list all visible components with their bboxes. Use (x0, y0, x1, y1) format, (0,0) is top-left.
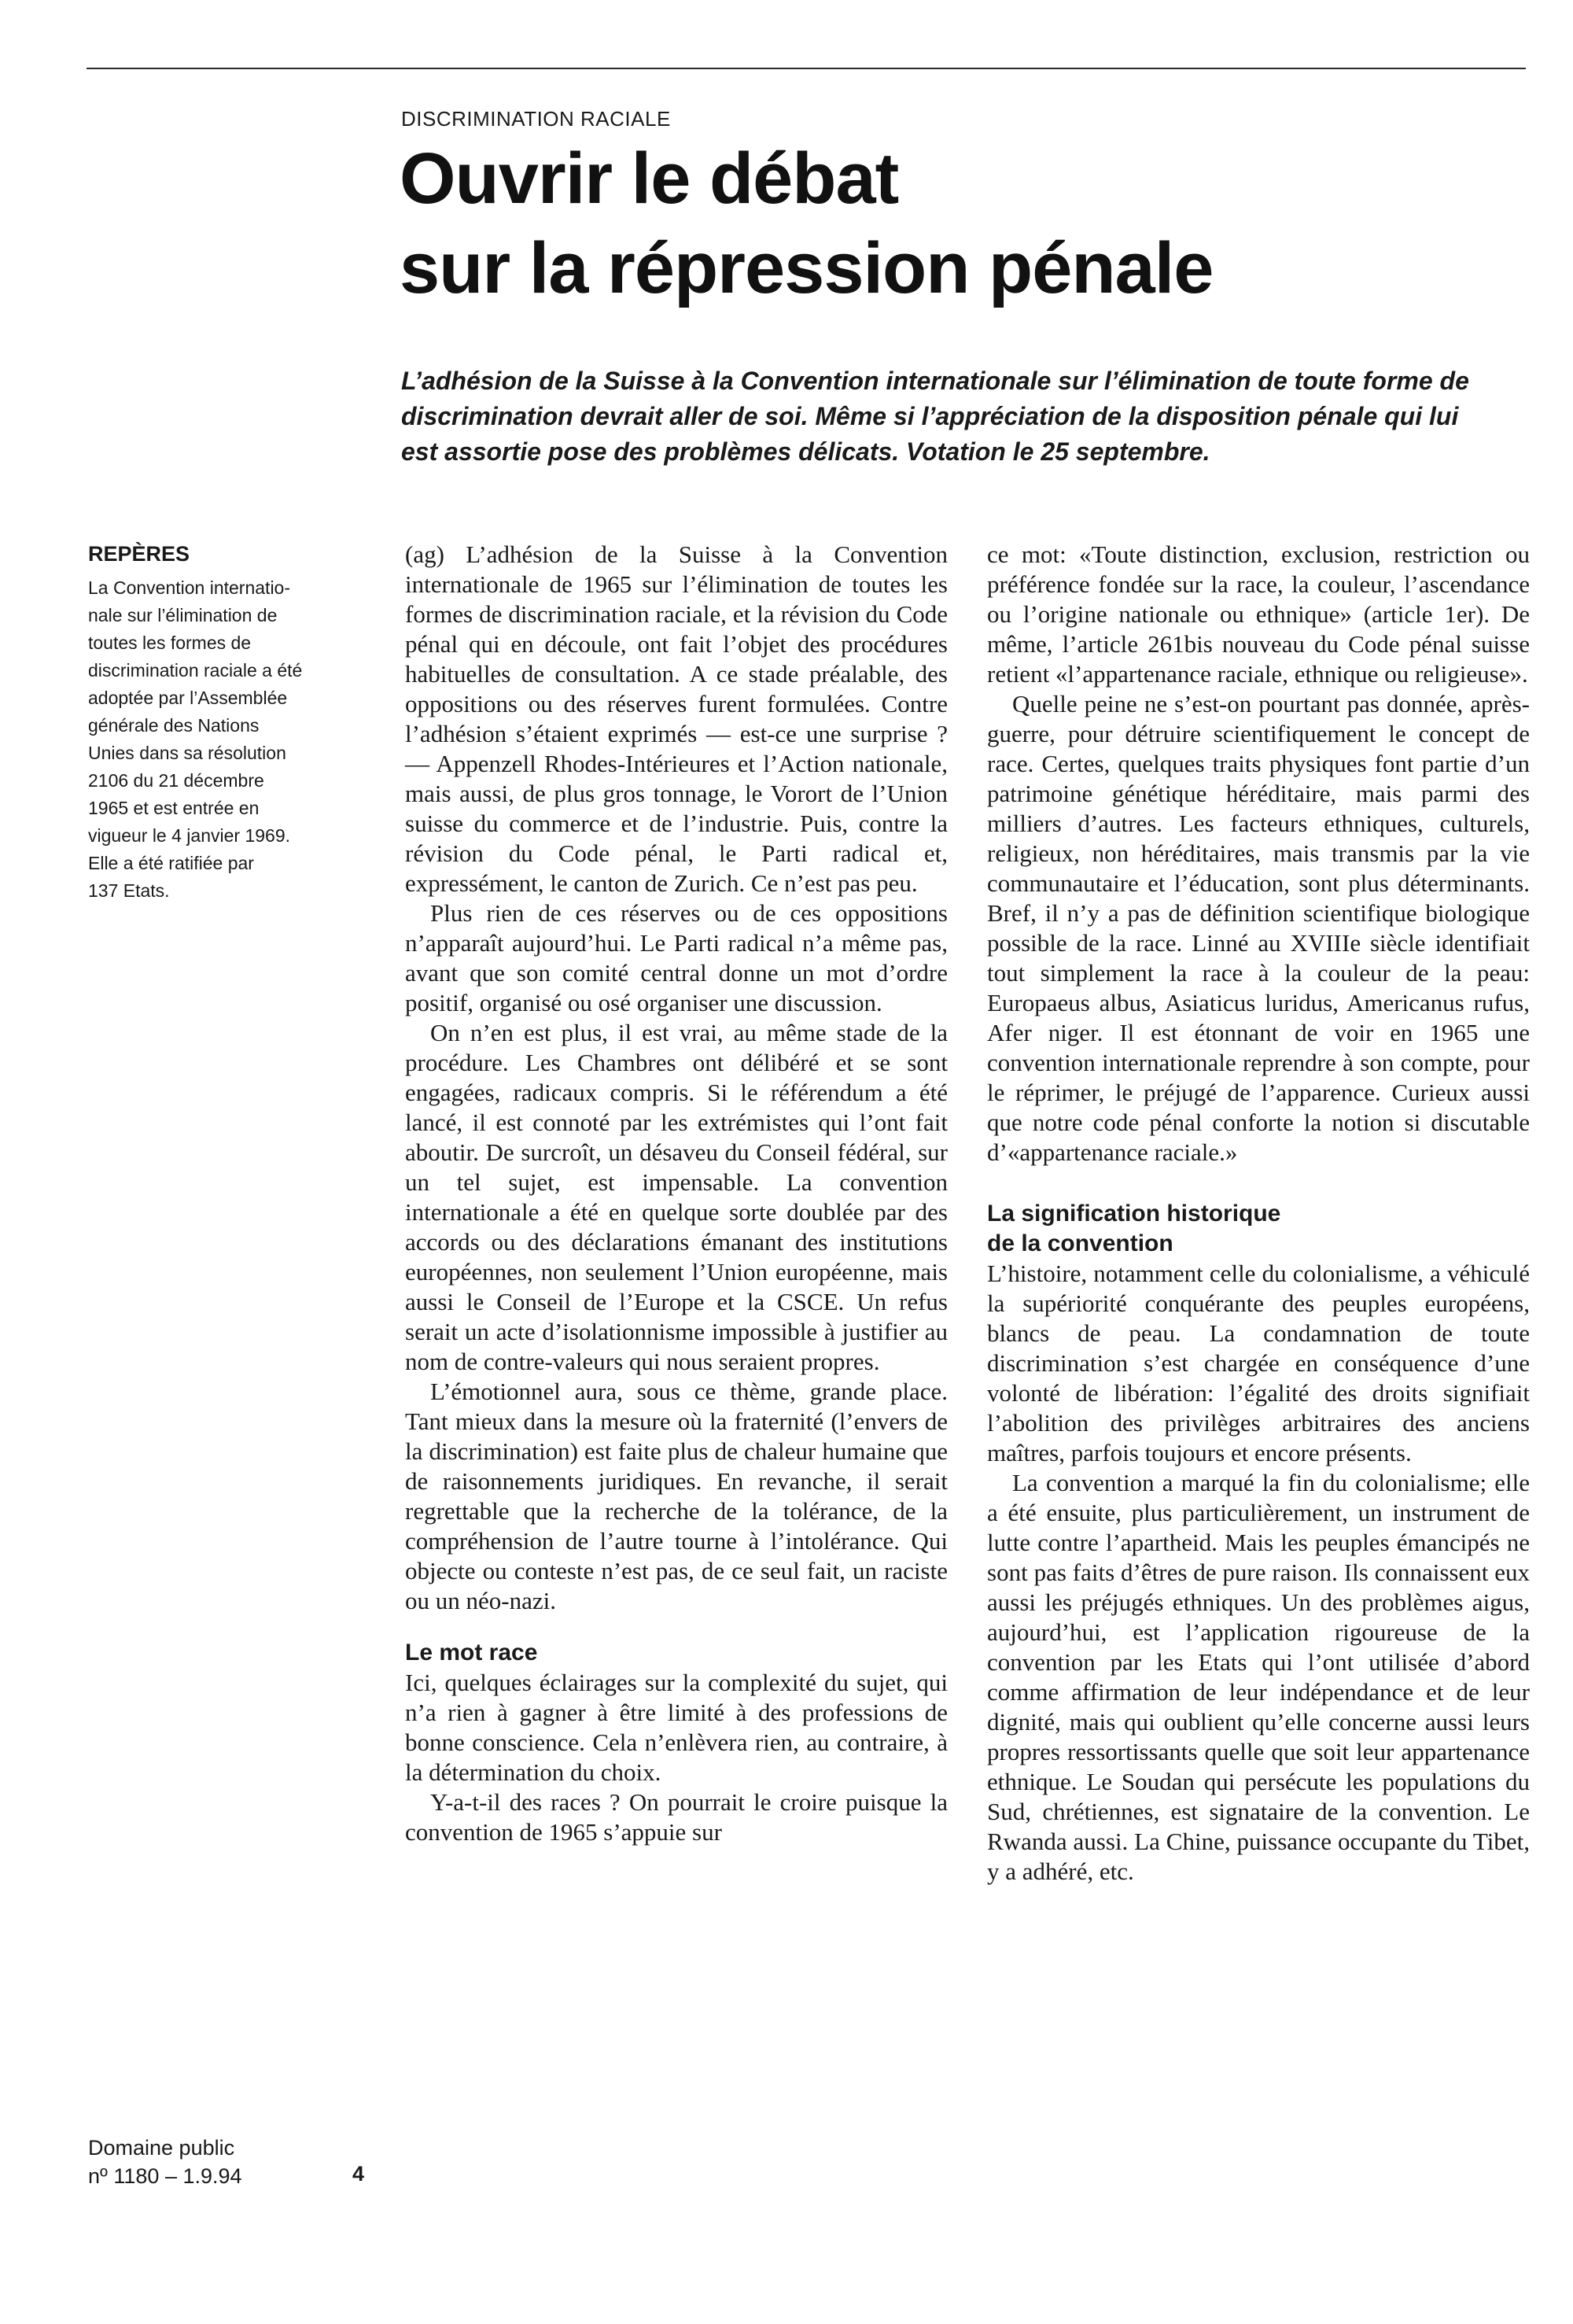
publication-name: Domaine public (88, 2136, 235, 2160)
sidebar-line: adoptée par l’Assemblée (88, 688, 288, 708)
sidebar-line: 1965 et est entrée en (88, 798, 260, 818)
body-paragraph: Quelle peine ne s’est-on pourtant pas donnée, après-guerre, pour détruire scientifiquement le concept de race. Certes, quelques traits physiques font partie d’un patrimoine génétique héréditaire, mais parmi des milliers d’autres. Les facteurs ethniques, culturels, religieux, non héréditaires, mais transmis par la vie communautaire et l’éducation, sont plus déterminants. Bref, il n’y a pas de définition scientifique biologique possible de la race. Linné au XVIIIe siècle identifiait tout simplement la race à la couleur de la peau: Europaeus albus, Asiaticus luridus, Americanus rufus, Afer niger. Il est étonnant de voir en 1965 une convention internationale reprendre à son compte, pour le réprimer, le préjugé de l’apparence. Curieux aussi que notre code pénal conforte la notion si discutable d’«appartenance raciale.» (987, 690, 1530, 1166)
sidebar-line: La Convention internatio- (88, 577, 290, 598)
sidebar-line: discrimination raciale a été (88, 660, 303, 681)
article-column-2 (987, 540, 1530, 1887)
article-column-1 (405, 540, 948, 1847)
section-kicker: DISCRIMINATION RACIALE (401, 107, 671, 131)
sidebar-line: nale sur l’élimination de (88, 605, 278, 625)
sidebar-line: 2106 du 21 décembre (88, 770, 264, 791)
issue-info: nº 1180 – 1.9.94 (88, 2164, 242, 2188)
body-paragraph: On n’en est plus, il est vrai, au même stade de la procédure. Les Chambres ont délibéré et se sont engagées, radicaux compris. Si le référendum a été lancé, il est connoté par les extrémistes qui l’ont fait aboutir. De surcroît, un désaveu du Conseil fédéral, sur un tel sujet, est impensable. La convention internationale a été en quelque sorte doublée par des accords ou des déclarations émanant des institutions européennes, non seulement l’Union européenne, mais aussi le Conseil de l’Europe et la CSCE. Un refus serait un acte d’isolationnisme impossible à justifier au nom de contre-valeurs qui nous seraient propres. (405, 1019, 948, 1375)
body-paragraph: (ag) L’adhésion de la Suisse à la Convention internationale de 1965 sur l’élimination de toutes les formes de discrimination raciale, et la révision du Code pénal qui en découle, ont fait l’objet des procédures habituelles de consultation. A ce stade préalable, des oppositions ou des réserves furent formulées. Contre l’adhésion s’étaient exprimés — est-ce une surprise ? — Appenzell Rhodes-Intérieures et l’Action nationale, mais aussi, de plus gros tonnage, le Vorort de l’Union suisse du commerce et de l’industrie. Puis, contre la révision du Code pénal, le Parti radical et, expressément, le canton de Zurich. Ce n’est pas peu. (405, 540, 948, 897)
body-paragraph: Ici, quelques éclairages sur la complexité du sujet, qui n’a rien à gagner à être limité à des professions de bonne conscience. Cela n’enlèvera rien, au contraire, à la détermination du choix. (405, 1669, 948, 1786)
sidebar-title: REPÈRES (88, 542, 190, 566)
lede-line: est assortie pose des problèmes délicats. Votation le 25 septembre. (401, 437, 1210, 466)
sidebar-line: toutes les formes de (88, 633, 252, 653)
article-title (400, 134, 1422, 313)
section-heading: Le mot race (405, 1640, 538, 1666)
lede-line: discrimination devrait aller de soi. Même si l’appréciation de la disposition pénale qui lui (401, 402, 1459, 430)
sidebar-line: Elle a été ratifiée par (88, 853, 254, 873)
body-paragraph: La convention a marqué la fin du colonialisme; elle a été ensuite, plus particulièrement, un instrument de lutte contre l’apartheid. Mais les peuples émancipés ne sont pas faits d’êtres de pure raison. Ils connaissent eux aussi les préjugés ethniques. Un des problèmes aigus, aujourd’hui, est l’application rigoureuse de la convention par les Etats qui l’ont utilisée d’abord comme affirmation de leur indépendance et de leur dignité, mais qui oublient qu’elle concerne aussi leurs propres ressortissants quelle que soit leur appartenance ethnique. Le Soudan qui persécute les populations du Sud, chrétiennes, est signataire de la convention. Le Rwanda aussi. La Chine, puissance occupante du Tibet, y a adhéré, etc. (987, 1469, 1530, 1885)
body-paragraph: L’émotionnel aura, sous ce thème, grande place. Tant mieux dans la mesure où la fraternité (l’envers de la discrimination) est faite plus de chaleur humaine que de raisonnements juridiques. En revanche, il serait regrettable que la recherche de la tolérance, de la compréhension de l’autre tourne à l’intolérance. Qui objecte ou conteste n’est pas, de ce seul fait, un raciste ou un néo-nazi. (405, 1378, 948, 1614)
heading-line: La signification historique (987, 1201, 1281, 1227)
title-line: sur la répression pénale (400, 228, 1214, 308)
body-paragraph: L’histoire, notamment celle du colonialisme, a véhiculé la supériorité conquérante des peuples européens, blancs de peau. La condamnation de toute discrimination s’est chargée en conséquence d’une volonté de libération: l’égalité des droits signifiait l’abolition des privilèges arbitraires des anciens maîtres, parfois toujours et encore présents. (987, 1260, 1530, 1466)
page-number: 4 (352, 2162, 365, 2186)
reperes-sidebar (88, 540, 363, 905)
body-paragraph: Plus rien de ces réserves ou de ces oppositions n’apparaît aujourd’hui. Le Parti radical n’a même pas, avant que son comité central donne un mot d’ordre positif, organisé ou osé organiser une discussion. (405, 899, 948, 1016)
sidebar-line: générale des Nations (88, 715, 260, 736)
sidebar-line: vigueur le 4 janvier 1969. (88, 825, 290, 846)
title-line: Ouvrir le débat (400, 138, 899, 219)
top-rule (87, 68, 1526, 69)
publication-footer (88, 2134, 242, 2190)
article-lede (401, 363, 1534, 470)
body-paragraph: Y-a-t-il des races ? On pourrait le croire puisque la convention de 1965 s’appuie sur (405, 1788, 948, 1846)
body-paragraph: ce mot: «Toute distinction, exclusion, restriction ou préférence fondée sur la race, la couleur, l’ascendance ou l’origine nationale ou ethnique» (article 1er). De même, l’article 261bis nouveau du Code pénal suisse retient «l’appartenance raciale, ethnique ou religieuse». (987, 540, 1530, 688)
lede-line: L’adhésion de la Suisse à la Convention internationale sur l’élimination de toute forme de (401, 367, 1469, 395)
sidebar-text (88, 574, 363, 905)
sidebar-line: Unies dans sa résolution (88, 743, 286, 763)
sidebar-line: 137 Etats. (88, 880, 170, 901)
heading-line: de la convention (987, 1230, 1173, 1256)
section-heading (987, 1199, 1530, 1259)
